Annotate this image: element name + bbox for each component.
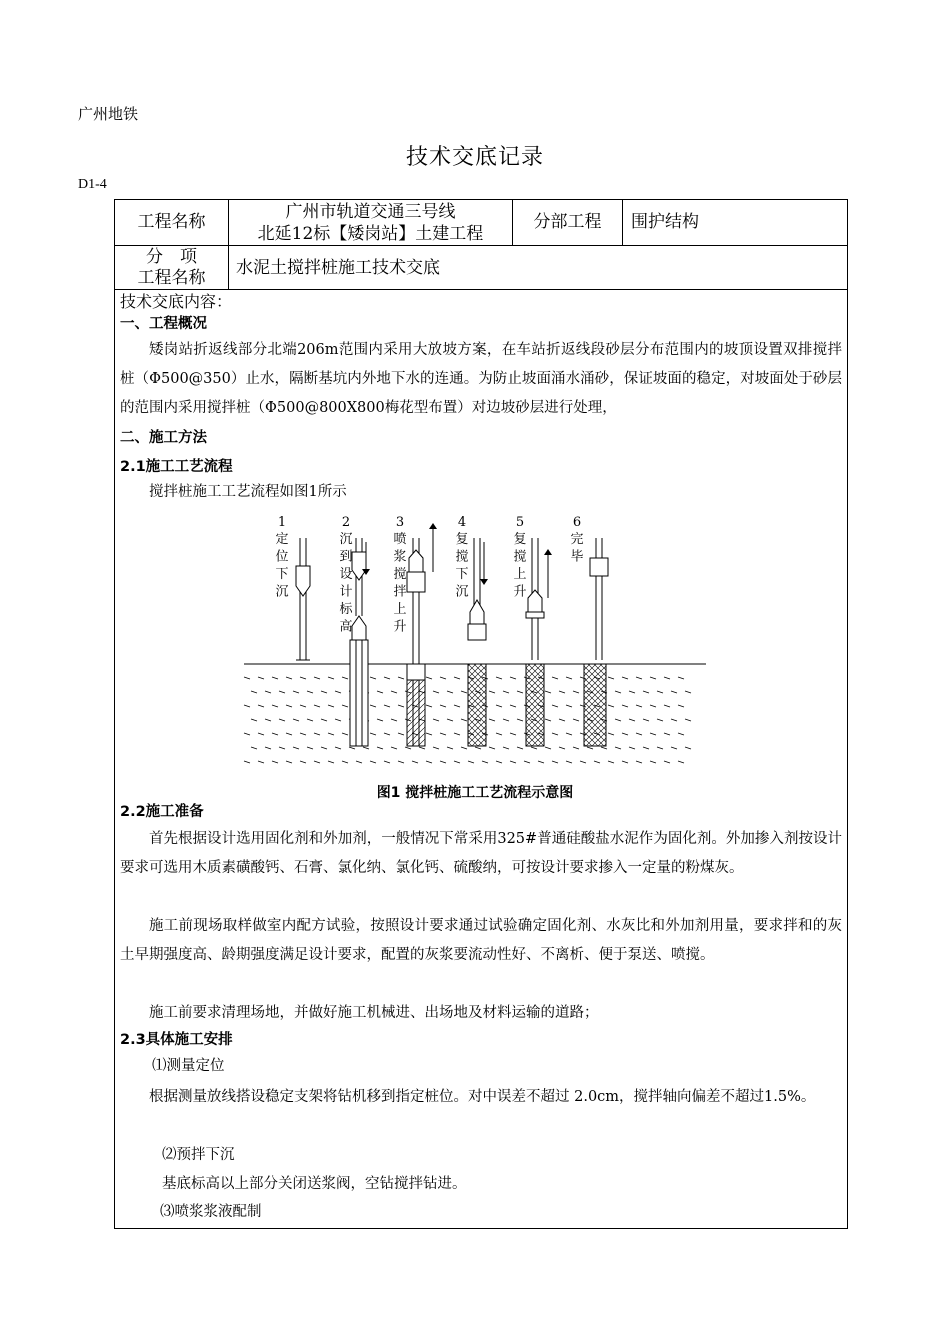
soil-mark xyxy=(258,677,264,679)
section-2-2-title: 2.2施工准备 xyxy=(120,804,204,820)
soil-mark xyxy=(286,733,292,735)
section-2-3-title: 2.3具体施工安排 xyxy=(120,1032,233,1048)
soil-mark xyxy=(258,761,264,763)
soil-mark xyxy=(426,705,432,707)
soil-mark xyxy=(258,705,264,707)
step-5-pile xyxy=(526,538,548,746)
soil-mark xyxy=(440,677,446,679)
step-6-text: 完毕 xyxy=(570,532,584,565)
soil-mark xyxy=(328,705,334,707)
soil-mark xyxy=(244,761,250,763)
soil-mark xyxy=(342,705,348,707)
soil-mark xyxy=(335,691,341,693)
soil-mark xyxy=(671,691,677,693)
soil-mark xyxy=(300,733,306,735)
soil-mark xyxy=(426,733,432,735)
soil-mark xyxy=(678,761,684,763)
soil-mark xyxy=(468,761,474,763)
soil-mark xyxy=(300,705,306,707)
soil-mark xyxy=(510,761,516,763)
section-1-paragraph: 矮岗站折返线部分北端206m范围内采用大放坡方案，在车站折返线段砂层分布范围内的坡顶设置双排搅拌桩（Φ500@350）止水，隔断基坑内外地下水的连通。为防止坡面涌水涌砂，保证坡面的稳定，对坡面处于砂层的范围内采用搅拌桩（Φ500@800X800梅花型布置）对边坡砂层进行处理， xyxy=(120,342,842,416)
step-6-label xyxy=(570,515,583,565)
soil-mark xyxy=(545,691,551,693)
soil-mark xyxy=(636,761,642,763)
soil-mark xyxy=(433,691,439,693)
soil-mark xyxy=(398,733,404,735)
step-2-pile xyxy=(350,538,368,746)
soil-mark xyxy=(657,747,663,749)
soil-mark xyxy=(615,719,621,721)
soil-mark xyxy=(454,705,460,707)
soil-mark xyxy=(335,719,341,721)
soil-mark xyxy=(636,733,642,735)
soil-mark xyxy=(650,733,656,735)
soil-mark xyxy=(608,677,614,679)
label-project-name: 工程名称 xyxy=(137,212,206,232)
soil-mark xyxy=(363,747,369,749)
soil-mark xyxy=(622,761,628,763)
step-3-pile xyxy=(407,526,433,746)
soil-mark xyxy=(272,677,278,679)
soil-mark xyxy=(461,691,467,693)
soil-mark xyxy=(601,747,607,749)
step-6-number: 6 xyxy=(572,515,582,530)
soil-mark xyxy=(342,761,348,763)
soil-mark xyxy=(272,705,278,707)
soil-mark xyxy=(279,691,285,693)
col-divider xyxy=(622,200,623,245)
soil-mark xyxy=(580,761,586,763)
step-2-label xyxy=(339,515,353,635)
soil-mark xyxy=(496,761,502,763)
section-2-3-paragraph-2: 基底标高以上部分关闭送浆阀，空钻搅拌钻进。 xyxy=(162,1176,467,1192)
soil-mark xyxy=(566,677,572,679)
step-2-number: 2 xyxy=(341,515,351,530)
soil-mark xyxy=(328,761,334,763)
soil-mark xyxy=(552,705,558,707)
section-2-2-paragraph-2: 施工前现场取样做室内配方试验，按照设计要求通过试验确定固化剂、水灰比和外加剂用量，要求拌和的灰土早期强度高、龄期强度满足设计要求，配置的灰浆要流动性好、不离析、便于泵送、喷搅。 xyxy=(120,918,842,963)
soil-mark xyxy=(643,747,649,749)
soil-mark xyxy=(384,761,390,763)
step-1-text: 定位下沉 xyxy=(275,532,289,600)
soil-mark xyxy=(377,691,383,693)
soil-mark xyxy=(517,691,523,693)
soil-mark xyxy=(559,691,565,693)
soil-mark xyxy=(650,705,656,707)
soil-mark xyxy=(328,677,334,679)
soil-mark xyxy=(265,747,271,749)
soil-mark xyxy=(251,691,257,693)
soil-mark xyxy=(559,747,565,749)
soil-mark xyxy=(573,719,579,721)
soil-mark xyxy=(622,677,628,679)
soil-mark xyxy=(314,733,320,735)
soil-mark xyxy=(342,733,348,735)
division-value: 围护结构 xyxy=(631,212,699,232)
section-2-1-paragraph: 搅拌桩施工工艺流程如图1所示 xyxy=(149,484,347,500)
soil-mark xyxy=(286,705,292,707)
soil-mark xyxy=(447,719,453,721)
soil-mark xyxy=(265,719,271,721)
soil-mark xyxy=(391,747,397,749)
soil-mark xyxy=(615,747,621,749)
soil-mark xyxy=(545,747,551,749)
project-name-line1: 广州市轨道交通三号线 xyxy=(285,202,456,222)
soil-mark xyxy=(615,691,621,693)
soil-mark xyxy=(433,719,439,721)
soil-mark xyxy=(664,677,670,679)
soil-mark xyxy=(412,761,418,763)
soil-mark xyxy=(643,719,649,721)
figure-caption: 图1 搅拌桩施工工艺流程示意图 xyxy=(376,785,574,801)
step-6-pile xyxy=(584,538,608,746)
soil-mark xyxy=(629,719,635,721)
soil-mark xyxy=(265,691,271,693)
soil-mark xyxy=(461,719,467,721)
soil-mark xyxy=(622,733,628,735)
soil-mark xyxy=(650,677,656,679)
soil-mark xyxy=(244,677,250,679)
soil-mark xyxy=(370,733,376,735)
organization-label: 广州地铁 xyxy=(78,105,139,123)
content-intro: 技术交底内容： xyxy=(120,292,233,311)
soil-mark xyxy=(678,677,684,679)
soil-mark xyxy=(447,747,453,749)
soil-mark xyxy=(314,705,320,707)
soil-mark xyxy=(685,747,691,749)
soil-mark xyxy=(489,747,495,749)
soil-mark xyxy=(671,719,677,721)
soil-mark xyxy=(566,761,572,763)
soil-mark xyxy=(447,691,453,693)
soil-mark xyxy=(608,705,614,707)
soil-mark xyxy=(342,677,348,679)
section-2-3-item-2: ⑵预拌下沉 xyxy=(162,1147,235,1163)
soil-mark xyxy=(629,691,635,693)
soil-mark xyxy=(244,733,250,735)
soil-mark xyxy=(244,705,250,707)
soil-mark xyxy=(272,761,278,763)
step-1-label xyxy=(275,515,288,600)
section-2-3-item-3: ⑶喷浆浆液配制 xyxy=(160,1204,262,1220)
soil-mark xyxy=(503,747,509,749)
soil-mark xyxy=(391,691,397,693)
soil-mark xyxy=(272,733,278,735)
soil-mark xyxy=(307,747,313,749)
soil-mark xyxy=(664,705,670,707)
soil-mark xyxy=(440,733,446,735)
soil-mark xyxy=(384,733,390,735)
soil-mark xyxy=(377,747,383,749)
soil-mark xyxy=(258,733,264,735)
section-2-2-paragraph-1: 首先根据设计选用固化剂和外加剂，一般情况下常采用325#普通硅酸盐水泥作为固化剂。外加掺入剂按设计要求可选用木质素磺酸钙、石膏、氯化纳、氯化钙、硫酸纳，可按设计要求掺入一定量的粉煤灰。 xyxy=(120,831,842,876)
soil-mark xyxy=(454,677,460,679)
project-name-line2: 北延12标【矮岗站】土建工程 xyxy=(257,224,484,244)
step-4-number: 4 xyxy=(457,515,467,530)
form-code: D1-4 xyxy=(78,177,107,192)
soil-mark xyxy=(678,733,684,735)
section-2-1-title: 2.1施工工艺流程 xyxy=(120,459,233,475)
soil-mark xyxy=(636,677,642,679)
soil-mark xyxy=(531,747,537,749)
soil-mark xyxy=(552,677,558,679)
section-2-2-paragraph-3: 施工前要求清理场地，并做好施工机械进、出场地及材料运输的道路； xyxy=(149,1005,599,1021)
step-4-label xyxy=(455,515,468,600)
soil-mark xyxy=(566,733,572,735)
step-5-label xyxy=(513,515,526,600)
soil-mark xyxy=(391,719,397,721)
soil-mark xyxy=(503,691,509,693)
soil-mark xyxy=(510,733,516,735)
soil-mark xyxy=(510,677,516,679)
soil-mark xyxy=(440,705,446,707)
soil-mark xyxy=(293,747,299,749)
soil-mark xyxy=(622,705,628,707)
soil-mark xyxy=(293,691,299,693)
soil-mark xyxy=(398,761,404,763)
soil-mark xyxy=(279,747,285,749)
soil-mark xyxy=(433,747,439,749)
soil-mark xyxy=(489,719,495,721)
soil-mark xyxy=(251,719,257,721)
soil-mark xyxy=(608,761,614,763)
section-1-title: 一、工程概况 xyxy=(120,316,207,332)
soil-mark xyxy=(566,705,572,707)
label-division: 分部工程 xyxy=(533,212,602,232)
soil-mark xyxy=(482,761,488,763)
soil-mark xyxy=(517,719,523,721)
soil-mark xyxy=(538,761,544,763)
soil-mark xyxy=(559,719,565,721)
soil-mark xyxy=(664,761,670,763)
step-3-text: 喷浆搅拌上升 xyxy=(393,532,407,635)
subproject-value: 水泥土搅拌桩施工技术交底 xyxy=(236,258,440,278)
soil-mark xyxy=(517,747,523,749)
soil-mark xyxy=(251,747,257,749)
label-subproject-line1: 分 项 xyxy=(146,247,197,267)
step-4-text: 复搅下沉 xyxy=(455,532,469,600)
soil-mark xyxy=(587,747,593,749)
soil-mark xyxy=(321,747,327,749)
soil-mark xyxy=(475,747,481,749)
soil-mark xyxy=(307,691,313,693)
process-flow-diagram xyxy=(238,512,712,774)
step-3-number: 3 xyxy=(395,515,405,530)
row-divider xyxy=(115,289,847,290)
soil-mark xyxy=(685,691,691,693)
soil-mark xyxy=(440,761,446,763)
soil-mark xyxy=(349,747,355,749)
soil-mark xyxy=(370,677,376,679)
step-5-text: 复搅上升 xyxy=(513,532,527,600)
soil-mark xyxy=(279,719,285,721)
soil-mark xyxy=(496,677,502,679)
soil-mark xyxy=(286,677,292,679)
soil-mark xyxy=(454,733,460,735)
soil-mark xyxy=(398,705,404,707)
soil-mark xyxy=(664,733,670,735)
soil-mark xyxy=(405,747,411,749)
soil-mark xyxy=(384,705,390,707)
soil-mark xyxy=(461,747,467,749)
step-5-number: 5 xyxy=(515,515,525,530)
soil-mark xyxy=(685,719,691,721)
label-subproject-line2: 工程名称 xyxy=(137,268,206,288)
soil-mark xyxy=(657,719,663,721)
soil-mark xyxy=(293,719,299,721)
soil-mark xyxy=(454,761,460,763)
page-title: 技术交底记录 xyxy=(405,145,544,170)
soil-mark xyxy=(510,705,516,707)
soil-mark xyxy=(377,719,383,721)
step-2-text: 沉到设计标高 xyxy=(339,532,353,635)
soil-mark xyxy=(321,691,327,693)
section-2-title: 二、施工方法 xyxy=(120,430,207,446)
soil-mark xyxy=(314,677,320,679)
soil-mark xyxy=(307,719,313,721)
soil-mark xyxy=(321,719,327,721)
soil-mark xyxy=(300,761,306,763)
soil-mark xyxy=(545,719,551,721)
soil-mark xyxy=(426,761,432,763)
soil-mark xyxy=(636,705,642,707)
soil-mark xyxy=(370,761,376,763)
soil-mark xyxy=(398,677,404,679)
soil-mark xyxy=(426,677,432,679)
soil-mark xyxy=(503,719,509,721)
soil-mark xyxy=(356,761,362,763)
step-1-pile xyxy=(296,538,310,660)
soil-mark xyxy=(496,733,502,735)
soil-mark xyxy=(489,691,495,693)
step-3-label xyxy=(393,515,406,635)
soil-mark xyxy=(608,733,614,735)
soil-mark xyxy=(594,761,600,763)
soil-mark xyxy=(552,761,558,763)
soil-mark xyxy=(629,747,635,749)
section-2-3-paragraph-1: 根据测量放线搭设稳定支架将钻机移到指定桩位。对中误差不超过 2.0cm，搅拌轴向偏差不超过1.5%。 xyxy=(149,1089,816,1105)
soil-mark xyxy=(300,677,306,679)
section-2-3-item-1: ⑴测量定位 xyxy=(152,1058,225,1074)
soil-mark xyxy=(328,733,334,735)
soil-mark xyxy=(370,705,376,707)
soil-mark xyxy=(573,747,579,749)
soil-mark xyxy=(335,747,341,749)
soil-mark xyxy=(643,691,649,693)
soil-mark xyxy=(678,705,684,707)
soil-mark xyxy=(419,747,425,749)
soil-mark xyxy=(573,691,579,693)
soil-mark xyxy=(552,733,558,735)
soil-mark xyxy=(657,691,663,693)
step-1-number: 1 xyxy=(277,515,287,530)
soil-mark xyxy=(314,761,320,763)
soil-mark xyxy=(384,677,390,679)
soil-mark xyxy=(650,761,656,763)
soil-mark xyxy=(286,761,292,763)
step-4-pile xyxy=(468,538,486,746)
soil-mark xyxy=(671,747,677,749)
soil-mark xyxy=(496,705,502,707)
soil-mark xyxy=(524,761,530,763)
